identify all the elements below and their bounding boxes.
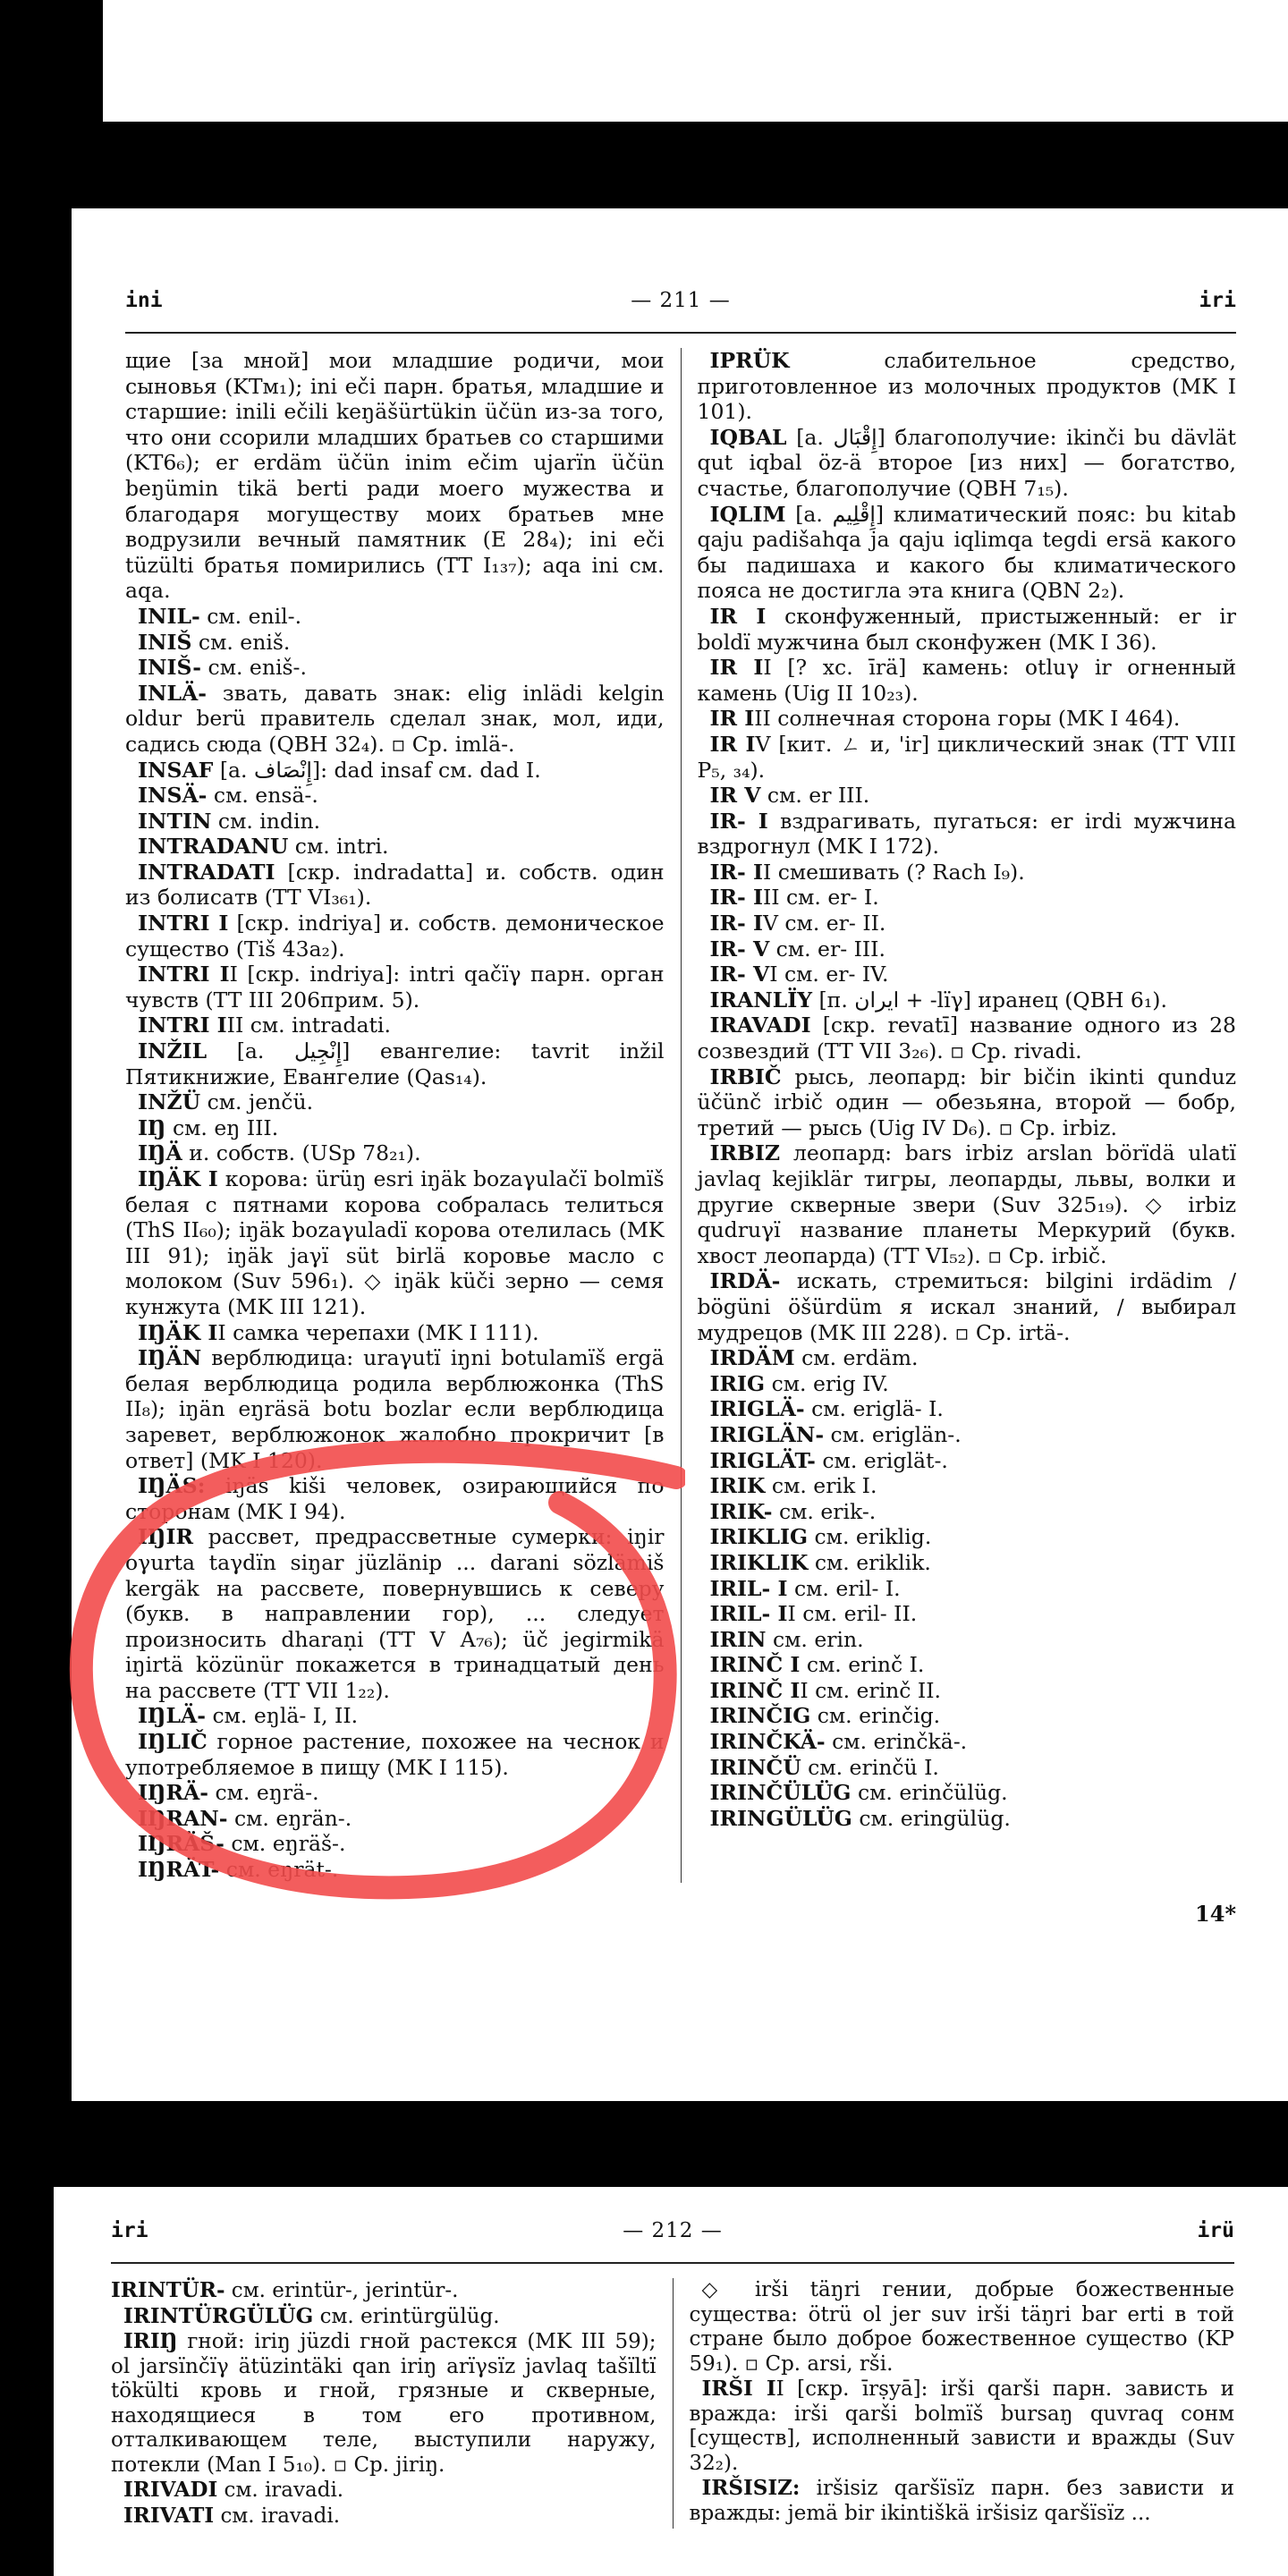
left-column	[125, 348, 682, 1883]
header-right-headword-next: irü	[1197, 2219, 1234, 2242]
dictionary-entry: INIŠ- см. eniš-.	[138, 655, 307, 681]
dictionary-entry: INSÄ- см. ensä-.	[138, 783, 318, 809]
previous-page-fragment	[103, 0, 1288, 122]
dictionary-entry: IR- III см. er- I.	[709, 885, 879, 911]
dictionary-entry: IRŠI II [скр. īrṣyā]: irši qarši парн. зависть и вражда: irši qarši bolmïš bursaŋ quvraq сонм [существ], исполненный зависти и вражды (Suv 32₂).	[689, 2377, 1234, 2475]
dictionary-entry: INIŠ см. eniš.	[138, 629, 291, 655]
dictionary-entry: IRIK- см. erik-.	[709, 1498, 877, 1524]
dictionary-entry: IŊÄK II самка черепахи (MK I 111).	[138, 1319, 539, 1345]
dictionary-page-212	[54, 2187, 1288, 2576]
dictionary-entry: INIL- см. enil-.	[138, 603, 302, 629]
page-number: — 211 —	[631, 289, 731, 312]
dictionary-entry: IRINČÜ см. erinčü I.	[709, 1754, 939, 1780]
dictionary-entry: IRIGLÄ- см. eriglä- I.	[709, 1396, 944, 1422]
dictionary-entry: IŊRÄ- см. eŋrä-.	[138, 1780, 319, 1806]
dictionary-entry: IRIK см. erik I.	[709, 1473, 877, 1499]
dictionary-entry: IRIN см. erin.	[709, 1626, 864, 1652]
dictionary-entry: IR I сконфуженный, пристыженный: er ir boldï мужчина был сконфужен (MK I 36).	[697, 603, 1236, 655]
dictionary-page-211	[72, 208, 1288, 2101]
dictionary-entry: IRDÄM см. erdäm.	[709, 1345, 919, 1371]
dictionary-entry: IPRÜK слабительное средство, приготовленное из молочных продуктов (MK I 101).	[697, 348, 1236, 425]
dictionary-entry: IRAVADI [скр. revatī] название одного из 28 созвездий (TT VII 3₂₆). ▫ Ср. rivadi.	[697, 1013, 1236, 1064]
header-left-headword: ini	[125, 289, 163, 312]
dictionary-entry: IQBAL [а. إِقْبَال] благополучие: ikinči bu dävlät qut iqbal öz-ä второе [из них] — богатство, счастье, благополучие (QBH 7₁₅).	[697, 424, 1237, 501]
dictionary-entry: IŊRÄŠ- см. eŋräš-.	[138, 1831, 346, 1857]
dictionary-entry: IRIGLÄN- см. eriglän-.	[709, 1421, 962, 1447]
dictionary-entry: IRBIČ рысь, леопард: bir bičin ikinti qunduz üčünč irbič один — обезьяна, второй — бобр, третий — рысь (Uig IV D₆). ▫ Ср. irbiz.	[697, 1063, 1236, 1140]
dictionary-entry: IRIKLIK см. eriklik.	[709, 1549, 931, 1575]
dictionary-entry: INSAF [а. إِنْصَاف]: dad insaf см. dad I.	[138, 757, 541, 783]
dictionary-entry: INTRI I [скр. indriya] и. собств. демоническое существо (Tiš 43а₂).	[125, 911, 665, 962]
dictionary-entry: IRINTÜR- см. erintür-, jerintür-.	[111, 2278, 459, 2302]
dictionary-entry: IR II [? хс. īrä] камень: otluγ ir огненный камень (Uig II 10₂₃).	[697, 655, 1236, 706]
dictionary-entry: IŊÄK I корова: ürüŋ esri iŋäk bozaγulačï bolmïš белая с пятнами корова собралась телиться (ThS II₆₀); iŋäk bozaγuladï корова отелилась (MK III 91); iŋäk jaγï süt birlä коровье масло с молоком (Suv 596₁). ◇ iŋäk küči зерно — семя кунжута (MK III 121).	[125, 1166, 665, 1319]
header-right-headword: iri	[1199, 289, 1236, 312]
page-number-next: — 212 —	[623, 2219, 723, 2242]
dictionary-entry: IRIG см. erig IV.	[709, 1370, 889, 1396]
dictionary-entry: IR III солнечная сторона горы (MK I 464).	[709, 706, 1181, 732]
dictionary-entry: IR V см. er III.	[709, 783, 870, 809]
running-header	[125, 289, 1236, 312]
header-rule	[125, 332, 1236, 334]
dictionary-entry: ◇ irši täŋri гении, добрые божественные существа: ötrü ol jer suv irši täŋri bar erti в той стране было доброе божественное существо (KP 59₁). ▫ Ср. arsi, rši.	[689, 2278, 1234, 2376]
dictionary-entry: IRINGÜLÜG см. eringülüg.	[709, 1805, 1011, 1831]
dictionary-entry: IRIL- I см. eril- I.	[709, 1575, 901, 1601]
dictionary-entry: IR- IV см. er- II.	[709, 911, 886, 936]
dictionary-entry: IRIGLÄT- см. eriglät-.	[709, 1447, 948, 1473]
printer-signature: 14*	[1195, 1900, 1236, 1927]
dictionary-entry: IRIKLIG см. eriklig.	[709, 1524, 932, 1550]
dictionary-entry: IR- VI см. er- IV.	[709, 962, 889, 987]
running-header-next	[111, 2219, 1234, 2242]
dictionary-entry: IR- II смешивать (? Rach I₉).	[709, 859, 1025, 885]
dictionary-entry: IRBIZ леопард: bars irbiz arslan börïdä ulatï javlaq kejiklär тигры, леопарды, львы, волки и другие скверные звери (Suv 325₁₉). ◇ irbiz qudruγï название планеты Меркурий (букв. хвост леопарда) (TT VI₅₂). ▫ Ср. irbič.	[697, 1140, 1236, 1268]
dictionary-entry: IRINČÜLÜG см. erinčülüg.	[709, 1780, 1008, 1806]
dictionary-entry: IŊRÄT- см. eŋrät-.	[138, 1857, 339, 1883]
dictionary-entry: IRINČIG см. erinčig.	[709, 1703, 941, 1729]
dictionary-entry: IŊ см. eŋ III.	[138, 1114, 279, 1140]
dictionary-entry: IRINČ I см. erinč I.	[709, 1652, 925, 1678]
header-left-headword-next: iri	[111, 2219, 148, 2242]
header-rule-next	[111, 2262, 1234, 2264]
dictionary-entry: IRANLÏY [п. ایران + -lïγ] иранец (QBH 6₁).	[709, 987, 1167, 1013]
dictionary-entry: IŊRAN- см. eŋrän-.	[138, 1805, 352, 1831]
dictionary-entry: INTIN см. indin.	[138, 808, 321, 834]
dictionary-entry: INŽIL [а. إِنْجِيل] евангелие: tavrit inžil Пятикнижие, Евангелие (Qas₁₄).	[125, 1038, 665, 1089]
dictionary-entry: IŊLÄ- см. eŋlä- I, II.	[138, 1703, 359, 1729]
left-column-next	[111, 2278, 674, 2529]
dictionary-entry: IŊIR рассвет, предрассветные сумерки: iŋir oγurta taγdïn siŋar jüzlänip ... darani sözlämiš kergäk на рассвете, повернувшись к северу (букв. в направлении гор), ... следует произносить dharaṇi (TT V А₇₆); üč jegirmikä iŋirtä közünür покажется в тринадцатый день на рассвете (TT VII 1₂₂).	[125, 1524, 665, 1703]
dictionary-entry: IRIŊ гной: iriŋ jüzdi гной растекся (MK III 59); ol jarsïnčïγ ätüzintäki qan iriŋ arïγsïz javlaq tašïltï tökülti кровь и гной, грязные и скверные, находящиеся в том его противном, отталкивающем теле, выступили наружу, потекли (Man I 5₁₀). ▫ Ср. jiriŋ.	[111, 2329, 657, 2477]
dictionary-entry: IR- V см. er- III.	[709, 936, 886, 962]
two-column-body-next	[111, 2278, 1234, 2529]
right-column-next	[674, 2278, 1235, 2529]
dictionary-entry: IŊLIČ горное растение, похожее на чеснок и употребляемое в пищу (MK I 115).	[125, 1729, 665, 1780]
dictionary-entry: IRINTÜRGÜLÜG см. erintürgülüg.	[123, 2303, 500, 2328]
dictionary-entry: IRINČ II см. erinč II.	[709, 1677, 941, 1703]
dictionary-entry: IQLIM [а. إِقْلِيم] климатический пояс: bu kitab qaju padišahqa ja qaju iqlimqa tegdi ersä какого бы падишаха и какого бы климатического пояса не достигла эта книга (QBN 2₂).	[697, 501, 1237, 604]
dictionary-entry: IRŠISIZ: iršisiz qaršïsïz парн. без зависти и вражды: jemä bir ikintiškä iršisiz qaršïsïz ...	[689, 2476, 1234, 2525]
dictionary-entry: INTRADANU см. intri.	[138, 834, 389, 860]
dictionary-entry: IRIVATI см. iravadi.	[123, 2503, 341, 2528]
dictionary-entry: INTRADATI [скр. indradatta] и. собств. один из болисатв (TT VI₃₆₁).	[125, 859, 665, 911]
dictionary-entry: IRINČKÄ- см. erinčkä-.	[709, 1729, 968, 1755]
dictionary-entry: IRDÄ- искать, стремиться: bilgini irdädim / bögüni öšürdüm я искал знаний, / выбирал мудрецов (MK III 228). ▫ Ср. irtä-.	[697, 1268, 1236, 1345]
dictionary-entry: щие [за мной] мои младшие родичи, мои сыновья (KTм₁); ini eči парн. братья, младшие и старшие: inili ečili keŋäšürtükin üčün из-за того, что они ссорили младших братьев со старшими (KT6₆); er erdäm üčün inim ečim ujarïn üčün beŋümin tikä berti ради моего мужества и благодаря могуществу моих братьев мне водрузили вечный памятник (E 28₄); ini eči tüzülti братья помирились (TT I₁₃₇); aqa ini см. aqa.	[125, 348, 665, 604]
dictionary-entry: IŊÄN верблюдица: uraγutï iŋni botulamïš ergä белая верблюдица родила верблюжонка (ThS II₈); iŋän eŋräsä botu bozlar если верблюдица заревет, верблюжонок жалобно прокричит [в ответ] (MK I 120).	[125, 1345, 665, 1473]
right-column	[682, 348, 1237, 1883]
dictionary-entry: IRIL- II см. eril- II.	[709, 1601, 918, 1627]
dictionary-entry: INTRI III см. intradati.	[138, 1013, 391, 1038]
dictionary-entry: IR IV [кит. ㄥ и, 'ir] циклический знак (TT VIII P₅, ₃₄).	[697, 731, 1236, 783]
dictionary-entry: IRIVADI см. iravadi.	[123, 2478, 344, 2502]
two-column-body	[125, 348, 1236, 1883]
dictionary-entry: INLÄ- звать, давать знак: elig inlädi kelgin oldur berü правитель сделал знак, мол, иди, садись сюда (QBH 32₄). ▫ Ср. imlä-.	[125, 680, 665, 757]
dictionary-entry: IR- I вздрагивать, пугаться: er irdi мужчина вздрогнул (MK I 172).	[697, 808, 1236, 860]
dictionary-entry: INŽÜ см. jenčü.	[138, 1089, 314, 1115]
dictionary-entry: IŊÄ и. собств. (USp 78₂₁).	[138, 1140, 421, 1166]
dictionary-entry: INTRI II [скр. indriya]: intri qačïγ парн. орган чувств (TT III 206прим. 5).	[125, 962, 665, 1013]
dictionary-entry: IŊÄS: iŋäs kiši человек, озирающийся по сторонам (MK I 94).	[125, 1473, 665, 1524]
